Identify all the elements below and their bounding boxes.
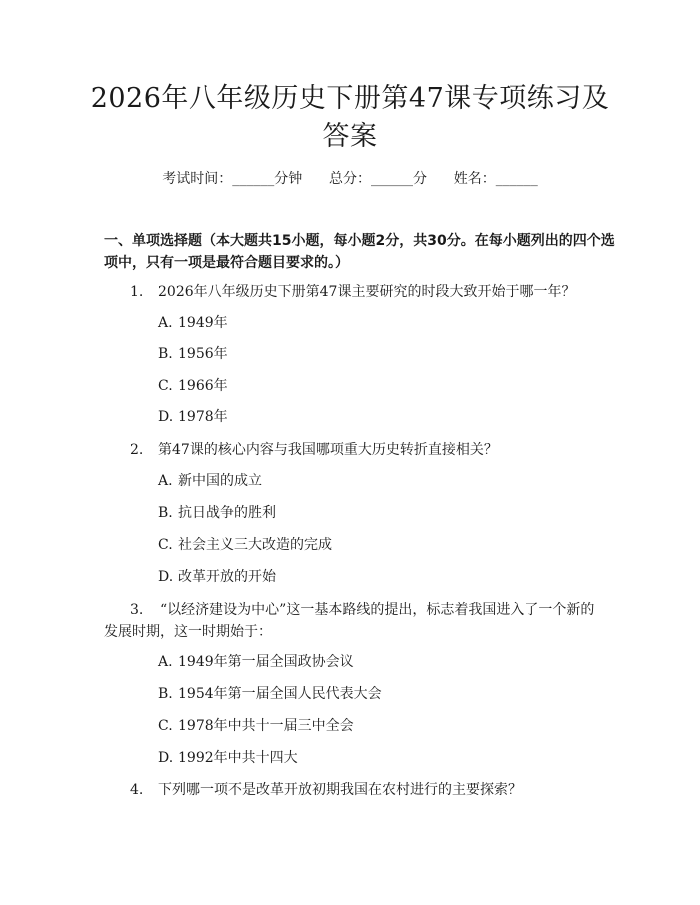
question-3 xyxy=(104,599,604,643)
option-3b: B. 1954年第一届全国人民代表大会 xyxy=(158,686,382,702)
question-2 xyxy=(130,439,498,461)
document-title xyxy=(60,80,640,156)
option-1d: D. 1978年 xyxy=(158,409,228,425)
option-2a: A. 新中国的成立 xyxy=(158,473,262,489)
title-line-2: 答案 xyxy=(322,121,378,152)
question-number: 1. xyxy=(130,284,144,300)
question-4 xyxy=(130,779,522,801)
question-number: 4. xyxy=(130,782,144,798)
option-3c: C. 1978年中共十一届三中全会 xyxy=(158,718,354,734)
option-1a: A. 1949年 xyxy=(158,315,228,331)
question-text: “以经济建设为中心”这一基本路线的提出，标志着我国进入了一个新的发展时期，这一时期始于： xyxy=(104,602,595,640)
option-1c: C. 1966年 xyxy=(158,378,228,394)
question-number: 2. xyxy=(130,442,144,458)
option-3d: D. 1992年中共十四大 xyxy=(158,750,298,766)
question-number: 3. xyxy=(130,602,144,618)
option-3a: A. 1949年第一届全国政协会议 xyxy=(158,654,354,670)
option-2c: C. 社会主义三大改造的完成 xyxy=(158,537,332,553)
section-heading: 一、单项选择题（本大题共15小题，每小题2分，共30分。在每小题列出的四个选项中，只有一项是最符合题目要求的。） xyxy=(104,233,615,271)
question-text: 第47课的核心内容与我国哪项重大历史转折直接相关？ xyxy=(158,442,498,458)
title-line-1: 2026年八年级历史下册第47课专项练习及 xyxy=(90,83,610,114)
option-2d: D. 改革开放的开始 xyxy=(158,569,276,585)
question-1 xyxy=(130,281,575,303)
question-text: 2026年八年级历史下册第47课主要研究的时段大致开始于哪一年？ xyxy=(158,284,576,300)
question-text: 下列哪一项不是改革开放初期我国在农村进行的主要探索？ xyxy=(158,782,522,798)
exam-meta-line: 考试时间：______分钟 总分：______分 姓名：______ xyxy=(162,171,538,187)
option-1b: B. 1956年 xyxy=(158,346,228,362)
option-2b: B. 抗日战争的胜利 xyxy=(158,505,276,521)
